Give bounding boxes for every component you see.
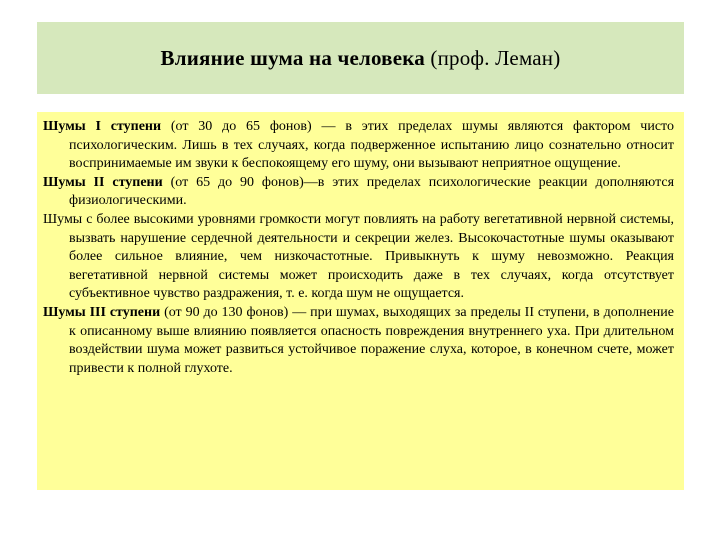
- content-box: [37, 112, 684, 490]
- title-banner: [37, 22, 684, 94]
- paragraph-text: Шумы с более высокими уровнями громкости могут повлиять на работу вегетативной нервной системы, вызвать нарушение сердечной деятельности и секреции желез. Высокочастотные шумы оказывают более сильное влияние, чем низкочастотные. Привыкнуть к шуму невозможно. Реакция вегетативной нервной системы может происходить даже в тех случаях, когда отсутствует субъективное чувство раздражения, т. е. когда шум не ощущается.: [43, 211, 674, 302]
- paragraph-lead: Шумы I ступени: [43, 119, 162, 134]
- paragraph-text: (от 30 до 65 фонов) — в этих пределах шумы являются фактором чисто психологическим. Лишь в тех случаях, когда подверженное испытанию лицо сознательно относит воспринимаемые им звуки к беспокоящему его шуму, они вызывают неприятное ощущение.: [69, 119, 674, 172]
- paragraph-higher-levels: [43, 211, 674, 304]
- paragraph-noise-level-2: [43, 174, 674, 211]
- paragraph-noise-level-3: [43, 304, 674, 378]
- paragraph-lead: Шумы III ступени: [43, 304, 161, 320]
- slide-title-normal: (проф. Леман): [424, 45, 561, 70]
- paragraph-text: (от 65 до 90 фонов)—в этих пределах психологические реакции дополняются физиологическими.: [69, 174, 675, 209]
- slide-title: [161, 46, 561, 71]
- slide-title-bold: Влияние шума на человека: [160, 45, 425, 70]
- paragraph-lead: Шумы II ступени: [43, 174, 163, 190]
- paragraph-text: (от 90 до 130 фонов) — при шумах, выходящих за пределы II ступени, в дополнение к описанному выше влиянию появляется опасность повреждения внутреннего уха. При длительном воздействии шума может развиться устойчивое поражение слуха, которое, в конечном счете, может привести к полной глухоте.: [69, 304, 674, 376]
- paragraph-noise-level-1: [43, 118, 674, 174]
